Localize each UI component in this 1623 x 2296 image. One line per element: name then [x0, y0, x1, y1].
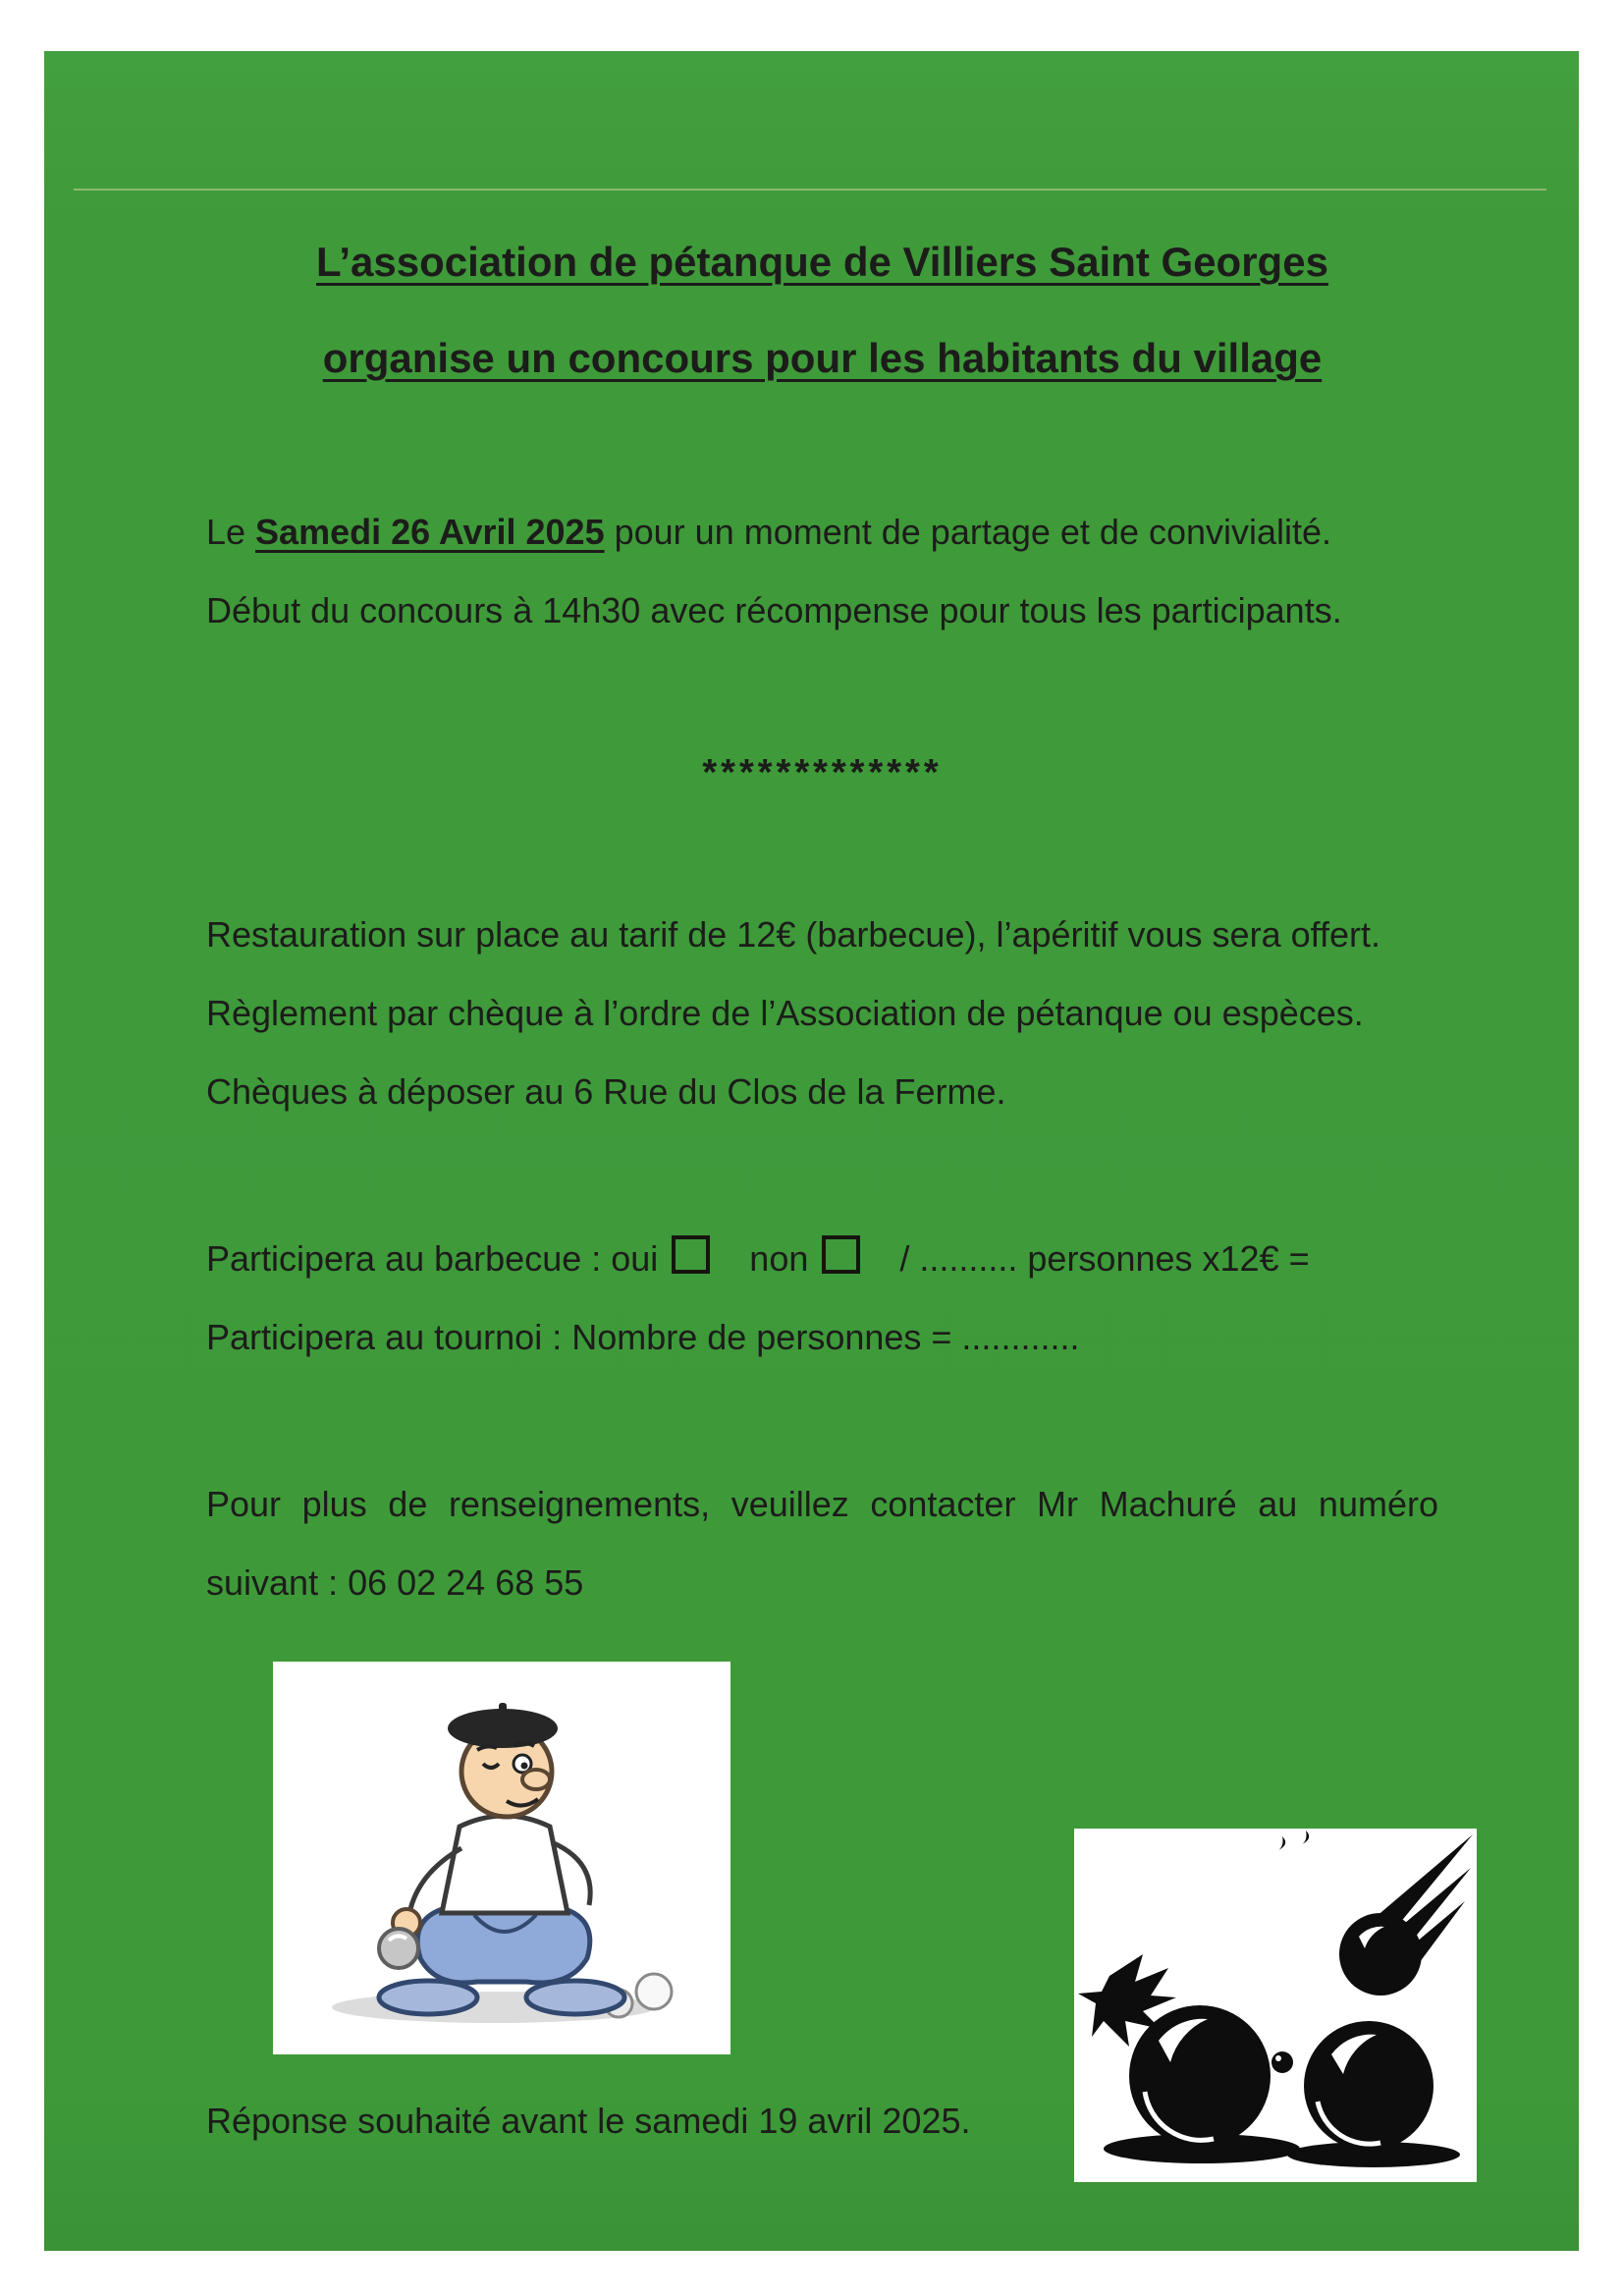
flyer-green-paper — [44, 51, 1579, 2251]
non-checkbox — [822, 1235, 860, 1274]
details-line-3: Chèques à déposer au 6 Rue du Clos de la Ferme. — [206, 1071, 1006, 1112]
barbecue-suffix: / .......... personnes x12€ = — [899, 1238, 1310, 1279]
intro-paragraph — [206, 493, 1438, 650]
petanque-player-image — [273, 1662, 730, 2054]
separator-stars: ************* — [702, 752, 943, 793]
form-paragraph — [206, 1220, 1438, 1377]
event-date: Samedi 26 Avril 2025 — [255, 512, 605, 552]
flyer-figures — [206, 1662, 1438, 2231]
petanque-balls-image — [1074, 1829, 1477, 2182]
oui-checkbox — [672, 1235, 710, 1274]
barbecue-label: Participera au barbecue : oui — [206, 1238, 659, 1279]
intro-prefix: Le — [206, 512, 256, 552]
contact-line-2: suivant : 06 02 24 68 55 — [206, 1562, 584, 1603]
contact-paragraph — [206, 1465, 1438, 1622]
details-paragraph — [206, 896, 1438, 1131]
barbecue-form-line — [206, 1220, 1438, 1298]
flyer-content — [206, 236, 1438, 2231]
flyer-title: L’association de pétanque de Villiers Saint Georges — [316, 239, 1328, 285]
petanque-balls-illustration — [1074, 1829, 1477, 2182]
intro-line-2: Début du concours à 14h30 avec récompense pour tous les participants. — [206, 590, 1342, 630]
intro-suffix: pour un moment de partage et de convivialité. — [604, 512, 1332, 552]
intro-line-1 — [206, 493, 1438, 572]
non-label: non — [749, 1238, 809, 1279]
contact-line-1: Pour plus de renseignements, veuillez contacter Mr Machuré au numéro — [206, 1484, 1438, 1524]
petanque-player-illustration — [273, 1662, 730, 2054]
flyer-subtitle: organise un concours pour les habitants du village — [322, 335, 1323, 381]
details-line-1: Restauration sur place au tarif de 12€ (barbecue), l’apéritif vous sera offert. — [206, 914, 1380, 955]
response-deadline-line: Réponse souhaité avant le samedi 19 avril 2025. — [206, 2101, 971, 2141]
scan-artifact-line — [74, 189, 1546, 191]
details-line-2: Règlement par chèque à l’ordre de l’Association de pétanque ou espèces. — [206, 993, 1364, 1033]
tournoi-form-line: Participera au tournoi : Nombre de personnes = ............ — [206, 1317, 1080, 1357]
